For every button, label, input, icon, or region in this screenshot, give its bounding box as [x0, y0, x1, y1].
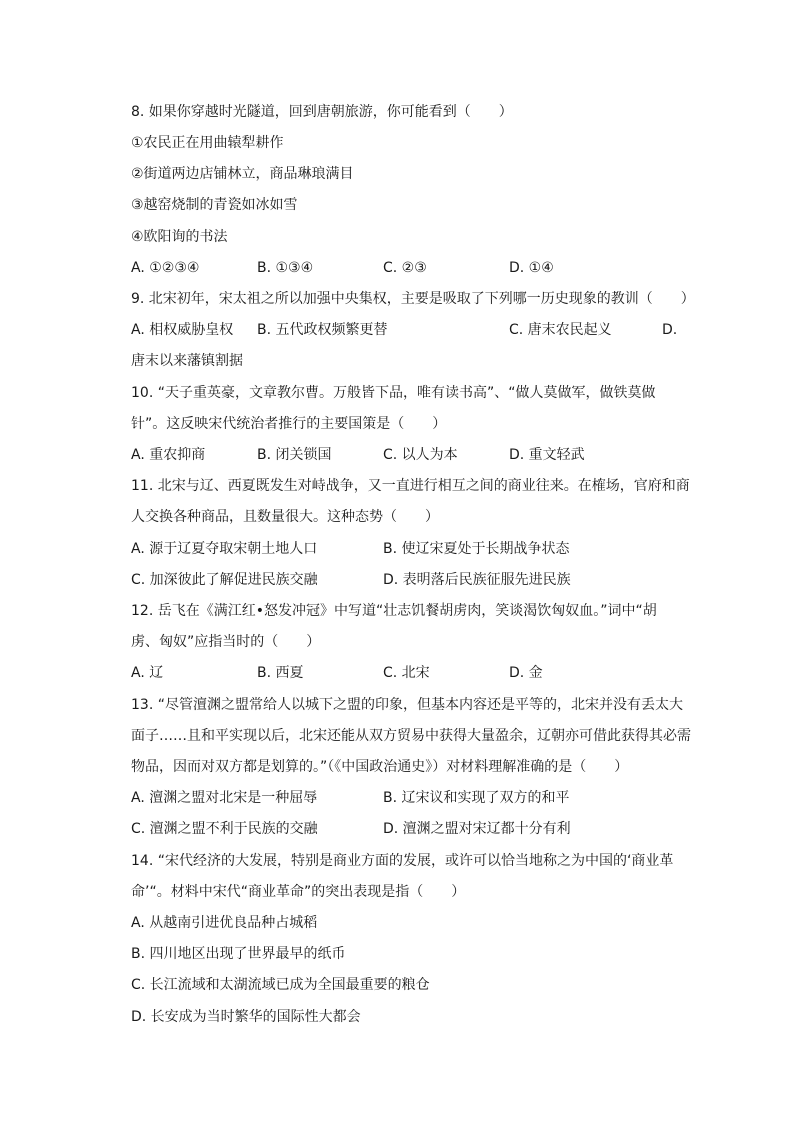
q13-stem-line-1: 13. “尽管澶渊之盟常给人以城下之盟的印象，但基本内容还是平等的，北宋并没有丢太大 [131, 697, 683, 713]
q10-option-a: A. 重农抑商 [131, 447, 206, 463]
q9-option-a: A. 相权威胁皇权 [131, 322, 234, 338]
q8-option-a: A. ①②③④ [131, 260, 200, 276]
q13-option-b: B. 辽宋议和实现了双方的和平 [383, 790, 570, 806]
q14-option-d: D. 长安成为当时繁华的国际性大都会 [131, 1009, 361, 1025]
q10-option-c: C. 以人为本 [383, 447, 458, 463]
q12-stem-line-2: 虏、匈奴”应指当时的（ ） [131, 634, 321, 650]
q14-option-a: A. 从越南引进优良品种占城稻 [131, 915, 318, 931]
q10-stem-line-2: 针”。这反映宋代统治者推行的主要国策是（ ） [131, 416, 447, 432]
q12-option-b: B. 西夏 [257, 665, 304, 681]
q9-option-d: D. [662, 322, 678, 338]
q9-option-b: B. 五代政权频繁更替 [257, 322, 388, 338]
q9-option-c: C. 唐末农民起义 [509, 322, 612, 338]
q13-stem-line-3: 物品，因而对双方都是划算的。”（《中国政治通史》）对材料理解准确的是（ ） [131, 759, 629, 775]
q10-option-d: D. 重文轻武 [509, 447, 585, 463]
q8-option-c: C. ②③ [383, 260, 427, 276]
q14-option-b: B. 四川地区出现了世界最早的纸币 [131, 946, 346, 962]
q14-option-c: C. 长江流域和太湖流域已成为全国最重要的粮仓 [131, 977, 430, 993]
q10-option-b: B. 闭关锁国 [257, 447, 332, 463]
q8-item-1: ①农民正在用曲辕犁耕作 [131, 135, 284, 151]
q11-option-a: A. 源于辽夏夺取宋朝土地人口 [131, 541, 318, 557]
q11-option-d: D. 表明落后民族征服先进民族 [383, 572, 571, 588]
q8-item-3: ③越窑烧制的青瓷如冰如雪 [131, 197, 298, 213]
q14-stem-line-2: 命’“。材料中宋代“商业革命”的突出表现是指（ ） [131, 884, 466, 900]
q11-stem-line-1: 11. 北宋与辽、西夏既发生对峙战争，又一直进行相互之间的商业往来。在榷场，官府和商 [131, 478, 690, 494]
q14-stem-line-1: 14. “宋代经济的大发展，特别是商业方面的发展，或许可以恰当地称之为中国的‘商业革 [131, 853, 674, 869]
q11-stem-line-2: 人交换各种商品，且数量很大。这种态势（ ） [131, 509, 439, 525]
q13-option-c: C. 澶渊之盟不利于民族的交融 [131, 821, 318, 837]
q9-stem: 9. 北宋初年，宋太祖之所以加强中央集权，主要是吸取了下列哪一历史现象的教训（ ） [131, 291, 695, 307]
q8-item-2: ②街道两边店铺林立，商品琳琅满目 [131, 166, 354, 182]
q8-stem: 8. 如果你穿越时光隧道，回到唐朝旅游，你可能看到（ ） [131, 104, 513, 120]
q9-option-d-text: 唐末以来藩镇割据 [131, 353, 243, 369]
q11-option-c: C. 加深彼此了解促进民族交融 [131, 572, 318, 588]
q13-option-a: A. 澶渊之盟对北宋是一种屈辱 [131, 790, 318, 806]
q13-stem-line-2: 面子……且和平实现以后，北宋还能从双方贸易中获得大量盈余，辽朝亦可借此获得其必需 [131, 728, 691, 744]
q12-option-d: D. 金 [509, 665, 543, 681]
q11-option-b: B. 使辽宋夏处于长期战争状态 [383, 541, 570, 557]
q8-item-4: ④欧阳询的书法 [131, 229, 228, 245]
q8-option-b: B. ①③④ [257, 260, 314, 276]
q8-option-d: D. ①④ [509, 260, 554, 276]
q13-option-d: D. 澶渊之盟对宋辽都十分有利 [383, 821, 571, 837]
q10-stem-line-1: 10. “天子重英豪，文章教尔曹。万般皆下品，唯有读书高”、“做人莫做军，做铁莫做 [131, 385, 656, 401]
q12-stem-line-1: 12. 岳飞在《满江红•怒发冲冠》中写道“壮志饥餐胡虏肉，笑谈渴饮匈奴血。”词中“胡 [131, 603, 657, 619]
q12-option-c: C. 北宋 [383, 665, 430, 681]
q12-option-a: A. 辽 [131, 665, 164, 681]
